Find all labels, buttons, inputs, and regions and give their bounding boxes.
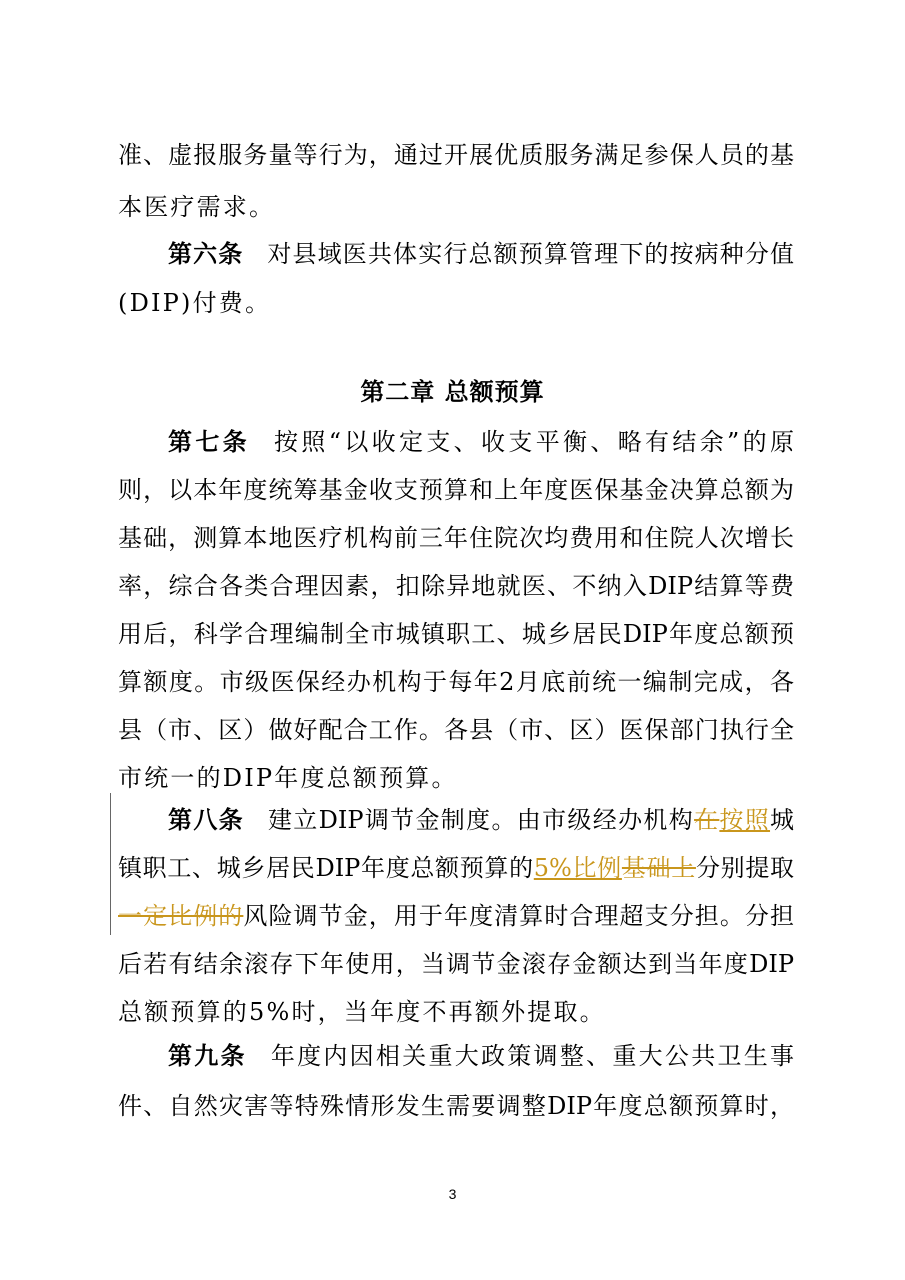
article-8-line-1 [168,802,794,838]
inserted-text: 5%比例 [533,854,622,882]
text-line: 准、虚报服务量等行为，通过开展优质服务满足参保人员的基 [118,141,794,169]
article-6-text: 对县域医共体实行总额预算管理下的按病种分值 [267,240,795,268]
text-line: 后若有结余滚存下年使用，当调节金滚存金额达到当年度DIP [118,950,794,978]
text-line: (DIP)付费。 [118,289,272,317]
article-8-text: 分别提取 [695,854,794,882]
text-line: 件、自然灾害等特殊情形发生需要调整DIP年度总额预算时， [118,1092,794,1120]
deleted-text: 一定比例的 [118,902,244,930]
article-7-text: 按照“以收定支、收支平衡、略有结余”的原 [274,428,795,456]
article-8-text: 镇职工、城乡居民DIP年度总额预算的 [118,854,534,882]
article-6-label: 第六条 [168,240,244,268]
article-8-text: 风险调节金，用于年度清算时合理超支分担。分担 [243,902,795,930]
text-line: 则，以本年度统筹基金收支预算和上年度医保基金决算总额为 [118,476,794,504]
article-9-text: 年度内因相关重大政策调整、重大公共卫生事 [270,1042,795,1070]
article-9-label: 第九条 [168,1042,247,1070]
article-8-text: 城 [770,806,795,834]
deleted-text: 在 [694,806,720,834]
chapter-heading: 第二章 总额预算 [360,378,545,406]
article-8-line-3 [118,898,794,934]
article-8-line-2 [118,850,794,886]
article-8-text: 建立DIP调节金制度。由市级经办机构 [267,806,695,834]
text-line: 本医疗需求。 [118,193,276,221]
deleted-text: 基础上 [621,854,696,882]
text-line: 市统一的DIP年度总额预算。 [118,764,458,792]
inserted-text: 按照 [719,806,771,834]
article-8-label: 第八条 [168,806,244,834]
article-7-line-1 [168,424,794,460]
article-6-line-1 [168,236,794,272]
text-line: 县（市、区）做好配合工作。各县（市、区）医保部门执行全 [118,716,794,744]
text-line: 算额度。市级医保经办机构于每年2月底前统一编制完成，各 [118,668,794,696]
revision-change-bar [110,793,111,935]
article-9-line-1 [168,1038,794,1074]
text-line: 总额预算的5%时，当年度不再额外提取。 [118,998,606,1026]
text-line: 基础，测算本地医疗机构前三年住院次均费用和住院人次增长 [118,524,794,552]
page-number: 3 [448,1186,457,1202]
text-line: 用后，科学合理编制全市城镇职工、城乡居民DIP年度总额预 [118,620,794,648]
article-7-label: 第七条 [168,428,251,456]
text-line: 率，综合各类合理因素，扣除异地就医、不纳入DIP结算等费 [118,572,794,600]
